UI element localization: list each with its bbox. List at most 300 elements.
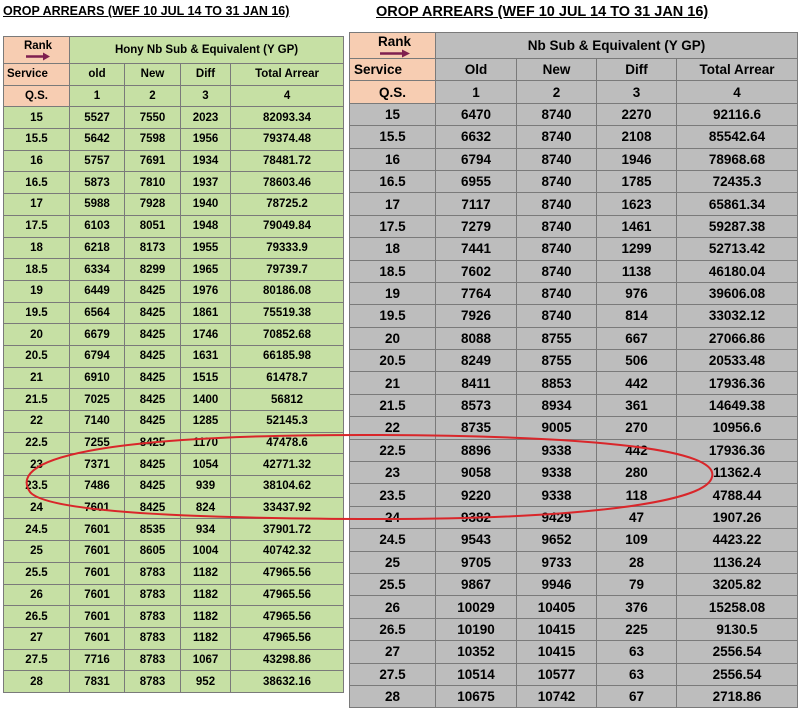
table-cell: 82093.34 — [231, 107, 344, 129]
table-row — [4, 541, 344, 563]
column-number-row — [4, 85, 344, 107]
table-cell: 10956.6 — [677, 417, 798, 439]
table-row — [350, 193, 798, 215]
table-cell: 17936.36 — [677, 439, 798, 461]
column-number-row — [350, 81, 798, 103]
table-cell: 1785 — [597, 170, 677, 192]
table-cell: 9338 — [517, 484, 597, 506]
service-years-cell: 18 — [4, 237, 70, 259]
table-row — [4, 627, 344, 649]
service-years-cell: 22.5 — [4, 432, 70, 454]
table-cell: 8740 — [517, 103, 597, 125]
service-years-cell: 19.5 — [350, 305, 436, 327]
table-cell: 6910 — [70, 367, 125, 389]
table-row — [4, 606, 344, 628]
table-row — [4, 150, 344, 172]
service-years-cell: 21.5 — [350, 394, 436, 416]
table-cell: 8934 — [517, 394, 597, 416]
service-years-cell: 15 — [350, 103, 436, 125]
table-row — [350, 305, 798, 327]
table-row — [350, 394, 798, 416]
table-cell: 38632.16 — [231, 671, 344, 693]
table-cell: 46180.04 — [677, 260, 798, 282]
table-cell: 9220 — [436, 484, 517, 506]
table-cell: 4423.22 — [677, 529, 798, 551]
table-cell: 7601 — [70, 497, 125, 519]
table-cell: 1170 — [181, 432, 231, 454]
service-years-cell: 27 — [4, 627, 70, 649]
table-cell: 8783 — [125, 606, 181, 628]
column-number: 2 — [517, 81, 597, 103]
rank-label-cell — [350, 33, 436, 59]
table-cell: 8605 — [125, 541, 181, 563]
table-cell: 8573 — [436, 394, 517, 416]
service-years-cell: 19 — [350, 282, 436, 304]
table-cell: 2556.54 — [677, 663, 798, 685]
table-cell: 8425 — [125, 476, 181, 498]
table-cell: 7926 — [436, 305, 517, 327]
table-cell: 1948 — [181, 215, 231, 237]
table-cell: 75519.38 — [231, 302, 344, 324]
table-cell: 7550 — [125, 107, 181, 129]
service-years-cell: 15.5 — [350, 126, 436, 148]
table-cell: 9338 — [517, 439, 597, 461]
table-cell: 9429 — [517, 506, 597, 528]
table-cell: 9946 — [517, 573, 597, 595]
table-cell: 8249 — [436, 350, 517, 372]
table-cell: 8425 — [125, 345, 181, 367]
table-row — [350, 215, 798, 237]
table-cell: 10742 — [517, 685, 597, 707]
table-cell: 8740 — [517, 260, 597, 282]
service-years-cell: 22.5 — [350, 439, 436, 461]
table-cell: 52713.42 — [677, 238, 798, 260]
table-cell: 56812 — [231, 389, 344, 411]
right-table-body — [350, 103, 798, 708]
table-cell: 61478.7 — [231, 367, 344, 389]
table-cell: 6334 — [70, 259, 125, 281]
table-cell: 7601 — [70, 627, 125, 649]
table-cell: 78968.68 — [677, 148, 798, 170]
table-cell: 10415 — [517, 641, 597, 663]
table-cell: 8425 — [125, 324, 181, 346]
table-cell: 7279 — [436, 215, 517, 237]
service-years-cell: 17 — [350, 193, 436, 215]
table-cell: 47965.56 — [231, 562, 344, 584]
table-cell: 38104.62 — [231, 476, 344, 498]
service-years-cell: 26 — [350, 596, 436, 618]
table-row — [350, 663, 798, 685]
column-header: New — [517, 59, 597, 81]
table-cell: 8425 — [125, 454, 181, 476]
table-cell: 9058 — [436, 462, 517, 484]
table-cell: 10577 — [517, 663, 597, 685]
table-cell: 37901.72 — [231, 519, 344, 541]
service-years-cell: 28 — [350, 685, 436, 707]
table-row — [350, 618, 798, 640]
table-cell: 10405 — [517, 596, 597, 618]
service-years-cell: 15.5 — [4, 129, 70, 151]
table-cell: 47 — [597, 506, 677, 528]
table-row — [4, 649, 344, 671]
service-years-cell: 20.5 — [350, 350, 436, 372]
left-title: OROP ARREARS (WEF 10 JUL 14 TO 31 JAN 16) — [3, 4, 290, 18]
table-cell: 8740 — [517, 148, 597, 170]
service-years-cell: 18.5 — [350, 260, 436, 282]
table-cell: 6564 — [70, 302, 125, 324]
table-cell: 72435.3 — [677, 170, 798, 192]
table-cell: 1067 — [181, 649, 231, 671]
table-cell: 1054 — [181, 454, 231, 476]
table-cell: 1946 — [597, 148, 677, 170]
table-row — [350, 573, 798, 595]
table-cell: 824 — [181, 497, 231, 519]
service-years-cell: 26.5 — [350, 618, 436, 640]
table-cell: 9705 — [436, 551, 517, 573]
service-years-cell: 17 — [4, 194, 70, 216]
service-years-cell: 24.5 — [4, 519, 70, 541]
table-row — [350, 372, 798, 394]
table-cell: 8783 — [125, 584, 181, 606]
table-cell: 8740 — [517, 282, 597, 304]
table-cell: 6218 — [70, 237, 125, 259]
table-cell: 118 — [597, 484, 677, 506]
table-cell: 8740 — [517, 305, 597, 327]
table-row — [4, 215, 344, 237]
table-cell: 47965.56 — [231, 606, 344, 628]
table-cell: 9652 — [517, 529, 597, 551]
table-cell: 5988 — [70, 194, 125, 216]
service-years-cell: 16 — [4, 150, 70, 172]
table-cell: 7928 — [125, 194, 181, 216]
table-cell: 7486 — [70, 476, 125, 498]
service-years-cell: 28 — [4, 671, 70, 693]
service-label: Service — [350, 59, 436, 81]
column-header: old — [70, 64, 125, 86]
table-cell: 5757 — [70, 150, 125, 172]
table-cell: 2108 — [597, 126, 677, 148]
table-cell: 33437.92 — [231, 497, 344, 519]
column-header-row — [4, 64, 344, 86]
table-cell: 1965 — [181, 259, 231, 281]
table-cell: 20533.48 — [677, 350, 798, 372]
table-cell: 9867 — [436, 573, 517, 595]
table-cell: 667 — [597, 327, 677, 349]
table-cell: 59287.38 — [677, 215, 798, 237]
service-years-cell: 23.5 — [350, 484, 436, 506]
table-cell: 33032.12 — [677, 305, 798, 327]
service-years-cell: 23.5 — [4, 476, 70, 498]
table-cell: 79739.7 — [231, 259, 344, 281]
table-cell: 43298.86 — [231, 649, 344, 671]
table-row — [350, 260, 798, 282]
service-years-cell: 15 — [4, 107, 70, 129]
table-cell: 52145.3 — [231, 411, 344, 433]
table-cell: 10415 — [517, 618, 597, 640]
table-cell: 8896 — [436, 439, 517, 461]
rank-label: Rank — [377, 34, 411, 49]
service-years-cell: 23 — [350, 462, 436, 484]
table-cell: 10352 — [436, 641, 517, 663]
table-cell: 6470 — [436, 103, 517, 125]
table-cell: 1515 — [181, 367, 231, 389]
table-cell: 7601 — [70, 562, 125, 584]
table-cell: 1937 — [181, 172, 231, 194]
service-years-cell: 24.5 — [350, 529, 436, 551]
table-cell: 85542.64 — [677, 126, 798, 148]
table-cell: 8853 — [517, 372, 597, 394]
table-cell: 7371 — [70, 454, 125, 476]
service-years-cell: 21 — [4, 367, 70, 389]
table-cell: 8425 — [125, 497, 181, 519]
service-years-cell: 27.5 — [350, 663, 436, 685]
service-years-cell: 18.5 — [4, 259, 70, 281]
service-years-cell: 19.5 — [4, 302, 70, 324]
service-years-cell: 23 — [4, 454, 70, 476]
arrow-right-icon — [25, 52, 51, 61]
table-cell: 7716 — [70, 649, 125, 671]
table-cell: 7601 — [70, 606, 125, 628]
table-cell: 1934 — [181, 150, 231, 172]
table-cell: 5873 — [70, 172, 125, 194]
table-cell: 47965.56 — [231, 627, 344, 649]
table-cell: 7602 — [436, 260, 517, 282]
table-row — [4, 172, 344, 194]
table-cell: 9130.5 — [677, 618, 798, 640]
table-cell: 2270 — [597, 103, 677, 125]
table-cell: 814 — [597, 305, 677, 327]
table-row — [4, 671, 344, 693]
table-cell: 442 — [597, 439, 677, 461]
table-cell: 7140 — [70, 411, 125, 433]
service-years-cell: 24 — [4, 497, 70, 519]
table-cell: 1907.26 — [677, 506, 798, 528]
table-cell: 92116.6 — [677, 103, 798, 125]
table-cell: 8088 — [436, 327, 517, 349]
table-cell: 2556.54 — [677, 641, 798, 663]
table-cell: 8755 — [517, 327, 597, 349]
table-cell: 9005 — [517, 417, 597, 439]
table-row — [4, 519, 344, 541]
table-cell: 10675 — [436, 685, 517, 707]
table-row — [350, 685, 798, 707]
table-cell: 976 — [597, 282, 677, 304]
table-cell: 7255 — [70, 432, 125, 454]
table-cell: 7601 — [70, 584, 125, 606]
service-years-cell: 17.5 — [350, 215, 436, 237]
rank-row — [350, 33, 798, 59]
column-number: 1 — [70, 85, 125, 107]
qs-label: Q.S. — [350, 81, 436, 103]
table-row — [4, 107, 344, 129]
service-years-cell: 16 — [350, 148, 436, 170]
table-cell: 506 — [597, 350, 677, 372]
service-years-cell: 16.5 — [4, 172, 70, 194]
table-row — [4, 584, 344, 606]
table-cell: 952 — [181, 671, 231, 693]
table-cell: 80186.08 — [231, 280, 344, 302]
table-row — [350, 126, 798, 148]
table-row — [350, 462, 798, 484]
table-cell: 2023 — [181, 107, 231, 129]
table-cell: 1623 — [597, 193, 677, 215]
table-cell: 11362.4 — [677, 462, 798, 484]
table-cell: 1976 — [181, 280, 231, 302]
table-cell: 8783 — [125, 671, 181, 693]
table-cell: 7601 — [70, 541, 125, 563]
arrow-right-icon — [379, 49, 411, 58]
table-cell: 442 — [597, 372, 677, 394]
table-cell: 8740 — [517, 238, 597, 260]
table-cell: 8735 — [436, 417, 517, 439]
table-cell: 8535 — [125, 519, 181, 541]
table-cell: 939 — [181, 476, 231, 498]
table-cell: 1182 — [181, 606, 231, 628]
table-cell: 79374.48 — [231, 129, 344, 151]
service-years-cell: 25 — [4, 541, 70, 563]
column-header: Old — [436, 59, 517, 81]
table-cell: 67 — [597, 685, 677, 707]
table-row — [4, 259, 344, 281]
column-header: Total Arrear — [677, 59, 798, 81]
table-cell: 9338 — [517, 462, 597, 484]
table-cell: 79049.84 — [231, 215, 344, 237]
table-row — [4, 129, 344, 151]
table-row — [4, 345, 344, 367]
table-cell: 1182 — [181, 584, 231, 606]
service-years-cell: 18 — [350, 238, 436, 260]
table-row — [4, 411, 344, 433]
column-header: Diff — [597, 59, 677, 81]
table-row — [350, 439, 798, 461]
service-years-cell: 20 — [4, 324, 70, 346]
table-row — [350, 641, 798, 663]
table-cell: 10190 — [436, 618, 517, 640]
table-row — [350, 170, 798, 192]
table-row — [4, 194, 344, 216]
table-cell: 6632 — [436, 126, 517, 148]
table-cell: 1182 — [181, 562, 231, 584]
table-cell: 4788.44 — [677, 484, 798, 506]
table-cell: 8783 — [125, 649, 181, 671]
table-row — [4, 389, 344, 411]
table-row — [350, 596, 798, 618]
table-row — [350, 417, 798, 439]
table-row — [4, 367, 344, 389]
table-cell: 78603.46 — [231, 172, 344, 194]
table-cell: 7691 — [125, 150, 181, 172]
table-cell: 9543 — [436, 529, 517, 551]
table-cell: 42771.32 — [231, 454, 344, 476]
table-cell: 10029 — [436, 596, 517, 618]
left-arrears-table — [3, 36, 344, 693]
table-cell: 15258.08 — [677, 596, 798, 618]
table-cell: 1400 — [181, 389, 231, 411]
column-header-row — [350, 59, 798, 81]
table-cell: 8740 — [517, 170, 597, 192]
table-cell: 6955 — [436, 170, 517, 192]
table-cell: 8411 — [436, 372, 517, 394]
table-row — [4, 476, 344, 498]
right-title: OROP ARREARS (WEF 10 JUL 14 TO 31 JAN 16) — [376, 4, 709, 20]
table-cell: 6103 — [70, 215, 125, 237]
qs-label: Q.S. — [4, 85, 70, 107]
table-cell: 7441 — [436, 238, 517, 260]
right-arrears-table — [349, 32, 798, 708]
table-cell: 376 — [597, 596, 677, 618]
service-years-cell: 25.5 — [4, 562, 70, 584]
table-cell: 3205.82 — [677, 573, 798, 595]
service-years-cell: 24 — [350, 506, 436, 528]
table-row — [350, 551, 798, 573]
table-cell: 14649.38 — [677, 394, 798, 416]
table-row — [350, 103, 798, 125]
service-years-cell: 16.5 — [350, 170, 436, 192]
column-number: 3 — [597, 81, 677, 103]
table-cell: 7831 — [70, 671, 125, 693]
table-cell: 109 — [597, 529, 677, 551]
table-row — [4, 324, 344, 346]
left-table-body — [4, 107, 344, 693]
table-cell: 47478.6 — [231, 432, 344, 454]
table-cell: 6794 — [70, 345, 125, 367]
table-cell: 8425 — [125, 432, 181, 454]
table-cell: 66185.98 — [231, 345, 344, 367]
table-cell: 8051 — [125, 215, 181, 237]
column-number: 4 — [677, 81, 798, 103]
service-years-cell: 20.5 — [4, 345, 70, 367]
table-cell: 9382 — [436, 506, 517, 528]
table-cell: 270 — [597, 417, 677, 439]
table-cell: 8425 — [125, 367, 181, 389]
table-cell: 1631 — [181, 345, 231, 367]
table-cell: 7810 — [125, 172, 181, 194]
table-cell: 1299 — [597, 238, 677, 260]
table-cell: 8425 — [125, 411, 181, 433]
table-row — [350, 529, 798, 551]
table-cell: 63 — [597, 641, 677, 663]
table-row — [4, 432, 344, 454]
table-row — [350, 282, 798, 304]
service-years-cell: 27.5 — [4, 649, 70, 671]
table-cell: 47965.56 — [231, 584, 344, 606]
table-cell: 39606.08 — [677, 282, 798, 304]
column-number: 2 — [125, 85, 181, 107]
table-cell: 2718.86 — [677, 685, 798, 707]
service-years-cell: 17.5 — [4, 215, 70, 237]
service-years-cell: 20 — [350, 327, 436, 349]
table-cell: 8173 — [125, 237, 181, 259]
table-cell: 1861 — [181, 302, 231, 324]
table-cell: 28 — [597, 551, 677, 573]
table-cell: 40742.32 — [231, 541, 344, 563]
service-years-cell: 26.5 — [4, 606, 70, 628]
table-cell: 63 — [597, 663, 677, 685]
table-row — [4, 302, 344, 324]
table-row — [350, 238, 798, 260]
table-row — [4, 497, 344, 519]
service-years-cell: 21 — [350, 372, 436, 394]
column-header: Total Arrear — [231, 64, 344, 86]
table-cell: 27066.86 — [677, 327, 798, 349]
table-cell: 1004 — [181, 541, 231, 563]
table-cell: 7025 — [70, 389, 125, 411]
table-cell: 7764 — [436, 282, 517, 304]
service-years-cell: 26 — [4, 584, 70, 606]
table-row — [4, 237, 344, 259]
table-cell: 17936.36 — [677, 372, 798, 394]
column-header: Diff — [181, 64, 231, 86]
